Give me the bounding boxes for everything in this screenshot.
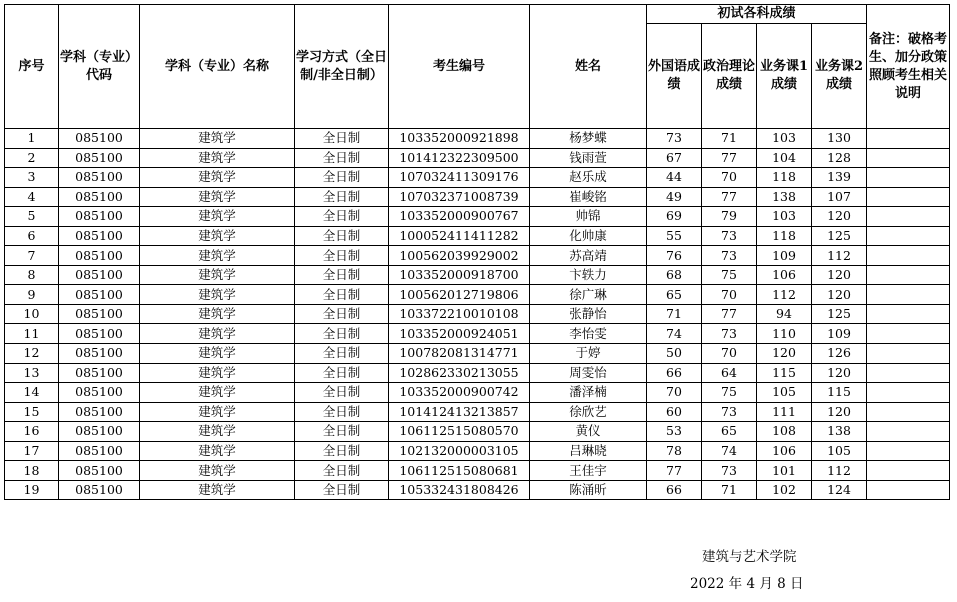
cell-seq: 5 <box>5 207 59 227</box>
cell-foreign: 69 <box>647 207 702 227</box>
cell-note <box>867 422 950 442</box>
cell-politics: 75 <box>702 383 757 403</box>
cell-politics: 73 <box>702 461 757 481</box>
cell-course1: 108 <box>757 422 812 442</box>
table-row <box>5 324 950 344</box>
cell-exam-no: 103352000900767 <box>389 207 530 227</box>
cell-student: 钱雨萱 <box>530 148 647 168</box>
cell-politics: 73 <box>702 324 757 344</box>
cell-mode: 全日制 <box>295 480 389 500</box>
cell-course1: 120 <box>757 344 812 364</box>
cell-exam-no: 101412413213857 <box>389 402 530 422</box>
cell-politics: 71 <box>702 480 757 500</box>
cell-student: 张静怡 <box>530 304 647 324</box>
cell-seq: 11 <box>5 324 59 344</box>
cell-note <box>867 285 950 305</box>
cell-course1: 101 <box>757 461 812 481</box>
cell-politics: 70 <box>702 344 757 364</box>
cell-seq: 12 <box>5 344 59 364</box>
cell-name: 建筑学 <box>140 363 295 383</box>
header-exam-no: 考生编号 <box>389 5 530 129</box>
cell-note <box>867 461 950 481</box>
table-row <box>5 422 950 442</box>
cell-foreign: 67 <box>647 148 702 168</box>
cell-politics: 65 <box>702 422 757 442</box>
header-code: 学科（专业）代码 <box>59 5 140 129</box>
cell-exam-no: 103352000921898 <box>389 129 530 149</box>
score-table <box>4 4 950 500</box>
cell-student: 陈涌昕 <box>530 480 647 500</box>
cell-politics: 79 <box>702 207 757 227</box>
cell-code: 085100 <box>59 187 140 207</box>
cell-mode: 全日制 <box>295 441 389 461</box>
header-student: 姓名 <box>530 5 647 129</box>
cell-exam-no: 100562039929002 <box>389 246 530 266</box>
cell-mode: 全日制 <box>295 383 389 403</box>
cell-seq: 3 <box>5 168 59 188</box>
cell-seq: 15 <box>5 402 59 422</box>
cell-mode: 全日制 <box>295 363 389 383</box>
table-row <box>5 265 950 285</box>
cell-foreign: 77 <box>647 461 702 481</box>
cell-name: 建筑学 <box>140 285 295 305</box>
cell-name: 建筑学 <box>140 207 295 227</box>
cell-student: 李怡雯 <box>530 324 647 344</box>
cell-mode: 全日制 <box>295 461 389 481</box>
cell-foreign: 68 <box>647 265 702 285</box>
cell-politics: 64 <box>702 363 757 383</box>
cell-politics: 70 <box>702 285 757 305</box>
cell-name: 建筑学 <box>140 461 295 481</box>
cell-course2: 112 <box>812 461 867 481</box>
cell-exam-no: 103352000900742 <box>389 383 530 403</box>
cell-seq: 9 <box>5 285 59 305</box>
cell-mode: 全日制 <box>295 148 389 168</box>
cell-exam-no: 107032371008739 <box>389 187 530 207</box>
table-row <box>5 480 950 500</box>
header-course2: 业务课2成绩 <box>812 24 867 129</box>
cell-note <box>867 246 950 266</box>
cell-foreign: 53 <box>647 422 702 442</box>
cell-foreign: 60 <box>647 402 702 422</box>
cell-mode: 全日制 <box>295 422 389 442</box>
cell-code: 085100 <box>59 402 140 422</box>
cell-note <box>867 441 950 461</box>
cell-course1: 106 <box>757 265 812 285</box>
table-row <box>5 402 950 422</box>
cell-exam-no: 103352000924051 <box>389 324 530 344</box>
cell-code: 085100 <box>59 441 140 461</box>
cell-course1: 106 <box>757 441 812 461</box>
cell-course2: 126 <box>812 344 867 364</box>
table-row <box>5 148 950 168</box>
cell-code: 085100 <box>59 226 140 246</box>
cell-course1: 94 <box>757 304 812 324</box>
cell-exam-no: 105332431808426 <box>389 480 530 500</box>
cell-code: 085100 <box>59 129 140 149</box>
cell-course2: 109 <box>812 324 867 344</box>
cell-note <box>867 207 950 227</box>
cell-note <box>867 383 950 403</box>
cell-course1: 115 <box>757 363 812 383</box>
cell-course2: 120 <box>812 265 867 285</box>
cell-exam-no: 102132000003105 <box>389 441 530 461</box>
cell-foreign: 66 <box>647 363 702 383</box>
table-row <box>5 207 950 227</box>
table-row <box>5 344 950 364</box>
cell-exam-no: 100782081314771 <box>389 344 530 364</box>
cell-note <box>867 129 950 149</box>
cell-course2: 120 <box>812 402 867 422</box>
table-row <box>5 304 950 324</box>
cell-exam-no: 100562012719806 <box>389 285 530 305</box>
header-note: 备注：破格考生、加分政策照顾考生相关说明 <box>867 5 950 129</box>
cell-seq: 13 <box>5 363 59 383</box>
cell-exam-no: 106112515080570 <box>389 422 530 442</box>
cell-politics: 73 <box>702 402 757 422</box>
cell-note <box>867 168 950 188</box>
cell-seq: 8 <box>5 265 59 285</box>
cell-course2: 107 <box>812 187 867 207</box>
cell-course2: 125 <box>812 304 867 324</box>
cell-note <box>867 344 950 364</box>
cell-seq: 7 <box>5 246 59 266</box>
footer-date: 2022 年 4 月 8 日 <box>690 576 804 592</box>
table-row <box>5 129 950 149</box>
cell-politics: 77 <box>702 304 757 324</box>
cell-foreign: 65 <box>647 285 702 305</box>
cell-student: 崔峻铭 <box>530 187 647 207</box>
cell-mode: 全日制 <box>295 344 389 364</box>
cell-code: 085100 <box>59 246 140 266</box>
cell-seq: 2 <box>5 148 59 168</box>
cell-seq: 18 <box>5 461 59 481</box>
cell-seq: 1 <box>5 129 59 149</box>
cell-name: 建筑学 <box>140 441 295 461</box>
cell-exam-no: 102862330213055 <box>389 363 530 383</box>
cell-student: 杨梦蝶 <box>530 129 647 149</box>
cell-foreign: 71 <box>647 304 702 324</box>
header-name: 学科（专业）名称 <box>140 5 295 129</box>
cell-student: 化帅康 <box>530 226 647 246</box>
cell-name: 建筑学 <box>140 304 295 324</box>
cell-course1: 112 <box>757 285 812 305</box>
header-seq: 序号 <box>5 5 59 129</box>
cell-student: 吕琳晓 <box>530 441 647 461</box>
cell-course1: 109 <box>757 246 812 266</box>
cell-politics: 71 <box>702 129 757 149</box>
cell-foreign: 55 <box>647 226 702 246</box>
cell-note <box>867 363 950 383</box>
cell-course2: 115 <box>812 383 867 403</box>
table-row <box>5 383 950 403</box>
cell-foreign: 66 <box>647 480 702 500</box>
table-row <box>5 226 950 246</box>
cell-course1: 103 <box>757 129 812 149</box>
cell-foreign: 76 <box>647 246 702 266</box>
cell-name: 建筑学 <box>140 246 295 266</box>
cell-code: 085100 <box>59 363 140 383</box>
cell-foreign: 70 <box>647 383 702 403</box>
cell-code: 085100 <box>59 265 140 285</box>
cell-politics: 75 <box>702 265 757 285</box>
cell-name: 建筑学 <box>140 168 295 188</box>
cell-name: 建筑学 <box>140 129 295 149</box>
cell-exam-no: 100052411411282 <box>389 226 530 246</box>
score-table-body <box>5 129 950 500</box>
cell-politics: 74 <box>702 441 757 461</box>
cell-course1: 138 <box>757 187 812 207</box>
cell-politics: 73 <box>702 246 757 266</box>
cell-student: 赵乐成 <box>530 168 647 188</box>
cell-code: 085100 <box>59 168 140 188</box>
cell-course2: 138 <box>812 422 867 442</box>
cell-name: 建筑学 <box>140 402 295 422</box>
cell-politics: 77 <box>702 187 757 207</box>
cell-seq: 10 <box>5 304 59 324</box>
cell-name: 建筑学 <box>140 324 295 344</box>
cell-student: 周雯怡 <box>530 363 647 383</box>
cell-mode: 全日制 <box>295 285 389 305</box>
table-row <box>5 461 950 481</box>
cell-foreign: 50 <box>647 344 702 364</box>
cell-code: 085100 <box>59 285 140 305</box>
cell-code: 085100 <box>59 344 140 364</box>
cell-note <box>867 402 950 422</box>
cell-student: 帅锦 <box>530 207 647 227</box>
cell-course2: 120 <box>812 285 867 305</box>
cell-mode: 全日制 <box>295 324 389 344</box>
cell-name: 建筑学 <box>140 480 295 500</box>
cell-code: 085100 <box>59 480 140 500</box>
cell-seq: 19 <box>5 480 59 500</box>
cell-course2: 120 <box>812 207 867 227</box>
cell-foreign: 49 <box>647 187 702 207</box>
cell-course2: 130 <box>812 129 867 149</box>
cell-note <box>867 148 950 168</box>
cell-code: 085100 <box>59 383 140 403</box>
cell-seq: 6 <box>5 226 59 246</box>
cell-politics: 70 <box>702 168 757 188</box>
cell-mode: 全日制 <box>295 265 389 285</box>
cell-foreign: 44 <box>647 168 702 188</box>
cell-politics: 73 <box>702 226 757 246</box>
cell-name: 建筑学 <box>140 226 295 246</box>
header-mode: 学习方式（全日制/非全日制） <box>295 5 389 129</box>
cell-course1: 111 <box>757 402 812 422</box>
cell-code: 085100 <box>59 207 140 227</box>
cell-student: 黄仪 <box>530 422 647 442</box>
table-row <box>5 168 950 188</box>
cell-course1: 103 <box>757 207 812 227</box>
cell-foreign: 73 <box>647 129 702 149</box>
cell-note <box>867 265 950 285</box>
cell-name: 建筑学 <box>140 344 295 364</box>
table-row <box>5 363 950 383</box>
cell-code: 085100 <box>59 422 140 442</box>
cell-name: 建筑学 <box>140 265 295 285</box>
cell-code: 085100 <box>59 461 140 481</box>
cell-code: 085100 <box>59 324 140 344</box>
cell-seq: 4 <box>5 187 59 207</box>
table-row <box>5 246 950 266</box>
cell-course1: 102 <box>757 480 812 500</box>
cell-name: 建筑学 <box>140 187 295 207</box>
header-politics: 政治理论成绩 <box>702 24 757 129</box>
cell-course1: 110 <box>757 324 812 344</box>
cell-student: 苏高靖 <box>530 246 647 266</box>
cell-note <box>867 226 950 246</box>
cell-mode: 全日制 <box>295 168 389 188</box>
cell-mode: 全日制 <box>295 304 389 324</box>
cell-politics: 77 <box>702 148 757 168</box>
cell-exam-no: 103352000918700 <box>389 265 530 285</box>
header-foreign: 外国语成绩 <box>647 24 702 129</box>
cell-name: 建筑学 <box>140 148 295 168</box>
table-row <box>5 285 950 305</box>
table-row <box>5 441 950 461</box>
cell-course1: 105 <box>757 383 812 403</box>
cell-course2: 120 <box>812 363 867 383</box>
cell-name: 建筑学 <box>140 422 295 442</box>
cell-foreign: 74 <box>647 324 702 344</box>
footer-school: 建筑与艺术学院 <box>702 549 797 565</box>
cell-seq: 16 <box>5 422 59 442</box>
cell-exam-no: 101412322309500 <box>389 148 530 168</box>
cell-note <box>867 480 950 500</box>
header-score-group: 初试各科成绩 <box>647 5 867 24</box>
cell-seq: 17 <box>5 441 59 461</box>
cell-student: 徐广琳 <box>530 285 647 305</box>
cell-course2: 124 <box>812 480 867 500</box>
cell-exam-no: 107032411309176 <box>389 168 530 188</box>
header-course1: 业务课1成绩 <box>757 24 812 129</box>
cell-student: 王佳宇 <box>530 461 647 481</box>
cell-course1: 104 <box>757 148 812 168</box>
cell-student: 潘泽楠 <box>530 383 647 403</box>
cell-course2: 105 <box>812 441 867 461</box>
cell-student: 于婷 <box>530 344 647 364</box>
cell-seq: 14 <box>5 383 59 403</box>
table-row <box>5 187 950 207</box>
cell-exam-no: 103372210010108 <box>389 304 530 324</box>
cell-code: 085100 <box>59 148 140 168</box>
cell-mode: 全日制 <box>295 246 389 266</box>
cell-mode: 全日制 <box>295 129 389 149</box>
cell-course1: 118 <box>757 168 812 188</box>
cell-exam-no: 106112515080681 <box>389 461 530 481</box>
cell-course2: 128 <box>812 148 867 168</box>
cell-course2: 139 <box>812 168 867 188</box>
cell-student: 徐欣艺 <box>530 402 647 422</box>
cell-foreign: 78 <box>647 441 702 461</box>
cell-mode: 全日制 <box>295 207 389 227</box>
cell-student: 卞轶力 <box>530 265 647 285</box>
cell-mode: 全日制 <box>295 187 389 207</box>
cell-note <box>867 187 950 207</box>
cell-mode: 全日制 <box>295 402 389 422</box>
cell-name: 建筑学 <box>140 383 295 403</box>
cell-code: 085100 <box>59 304 140 324</box>
cell-course1: 118 <box>757 226 812 246</box>
cell-course2: 125 <box>812 226 867 246</box>
cell-note <box>867 324 950 344</box>
cell-mode: 全日制 <box>295 226 389 246</box>
cell-note <box>867 304 950 324</box>
cell-course2: 112 <box>812 246 867 266</box>
